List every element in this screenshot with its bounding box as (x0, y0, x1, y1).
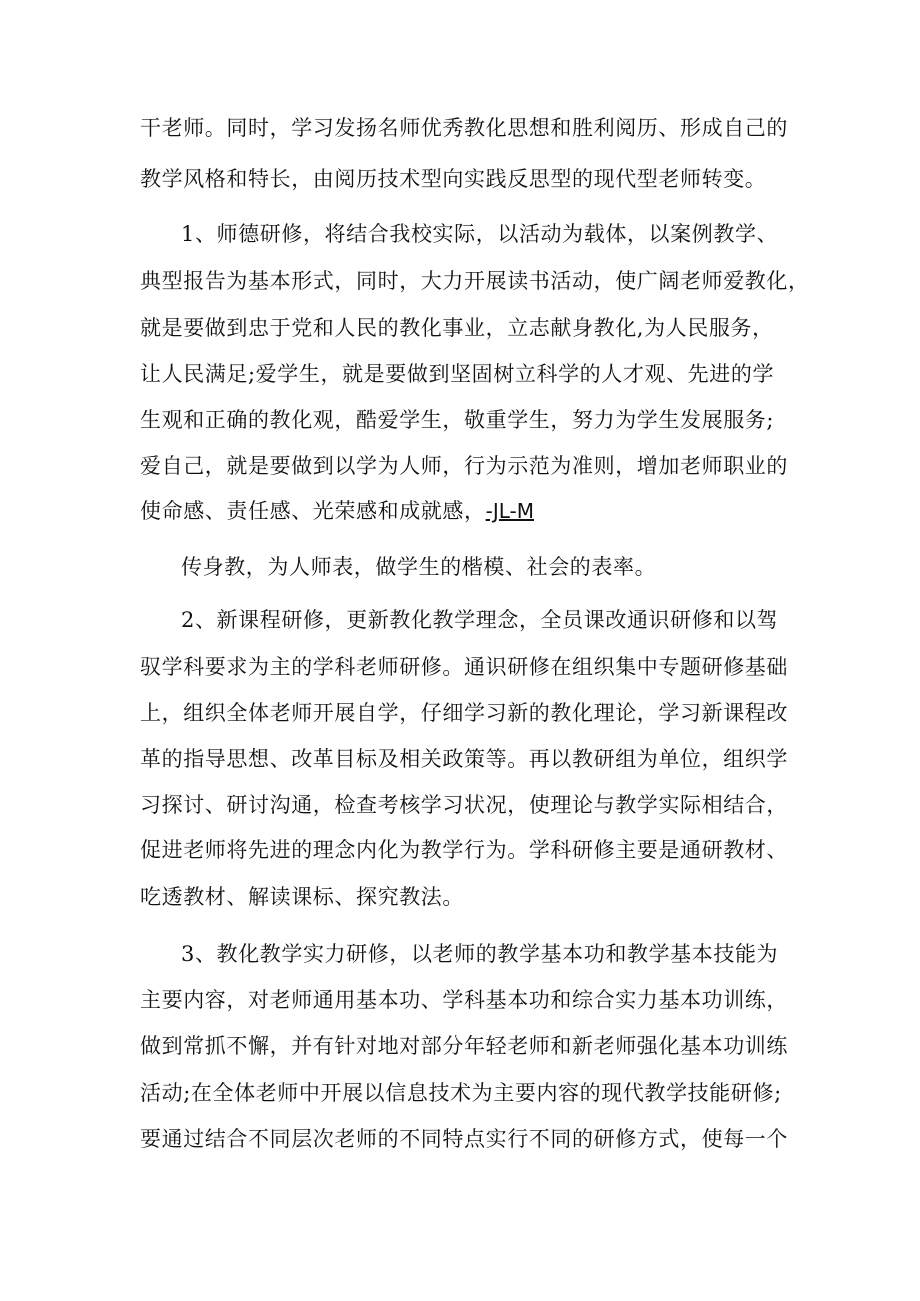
text-line: 促进老师将先进的理念内化为教学行为。学科研修主要是通研教材、 (140, 838, 788, 862)
paragraph-3-start: 3、教化教学实力研修，以老师的教学基本功和教学基本技能为 (181, 942, 779, 966)
text-line: 传身教，为人师表，做学生的楷模、社会的表率。 (181, 555, 657, 579)
page-marker-link[interactable]: -JL-M (485, 499, 534, 523)
text-line: 就是要做到忠于党和人民的教化事业，立志献身教化,为人民服务， (140, 316, 774, 340)
text-line: 典型报告为基本形式，同时，大力开展读书活动，使广阔老师爱教化， (140, 269, 810, 293)
text-line: 吃透教材、解读课标、探究教法。 (140, 885, 464, 909)
text-line-with-marker (140, 496, 800, 526)
text-line: 习探讨、研讨沟通，检查考核学习状况，使理论与教学实际相结合， (140, 793, 788, 817)
text-line: 做到常抓不懈，并有针对地对部分年轻老师和新老师强化基本功训练 (140, 1034, 788, 1058)
text-line: 生观和正确的教化观，酷爱学生，敬重学生，努力为学生发展服务; (140, 408, 775, 432)
text-line: 干老师。同时，学习发扬名师优秀教化思想和胜利阅历、形成自己的 (140, 116, 788, 140)
text-line-content: 使命感、责任感、光荣感和成就感， (140, 499, 486, 523)
text-line: 要通过结合不同层次老师的不同特点实行不同的研修方式，使每一个 (140, 1127, 788, 1151)
text-line: 主要内容，对老师通用基本功、学科基本功和综合实力基本功训练， (140, 988, 788, 1012)
text-line: 驭学科要求为主的学科老师研修。通识研修在组织集中专题研修基础 (140, 655, 788, 679)
text-line: 让人民满足;爱学生，就是要做到坚固树立科学的人才观、先进的学 (140, 362, 775, 386)
text-line: 革的指导思想、改革目标及相关政策等。再以教研组为单位，组织学 (140, 747, 788, 771)
paragraph-1-start: 1、师德研修，将结合我校实际，以活动为载体，以案例教学、 (181, 222, 779, 246)
text-line: 教学风格和特长，由阅历技术型向实践反思型的现代型老师转变。 (140, 167, 767, 191)
paragraph-2-start: 2、新课程研修，更新教化教学理念，全员课改通识研修和以驾 (181, 608, 779, 632)
text-line: 活动;在全体老师中开展以信息技术为主要内容的现代教学技能研修; (140, 1081, 782, 1105)
text-line: 爱自己，就是要做到以学为人师，行为示范为准则，增加老师职业的 (140, 454, 788, 478)
text-line: 上，组织全体老师开展自学，仔细学习新的教化理论，学习新课程改 (140, 701, 788, 725)
